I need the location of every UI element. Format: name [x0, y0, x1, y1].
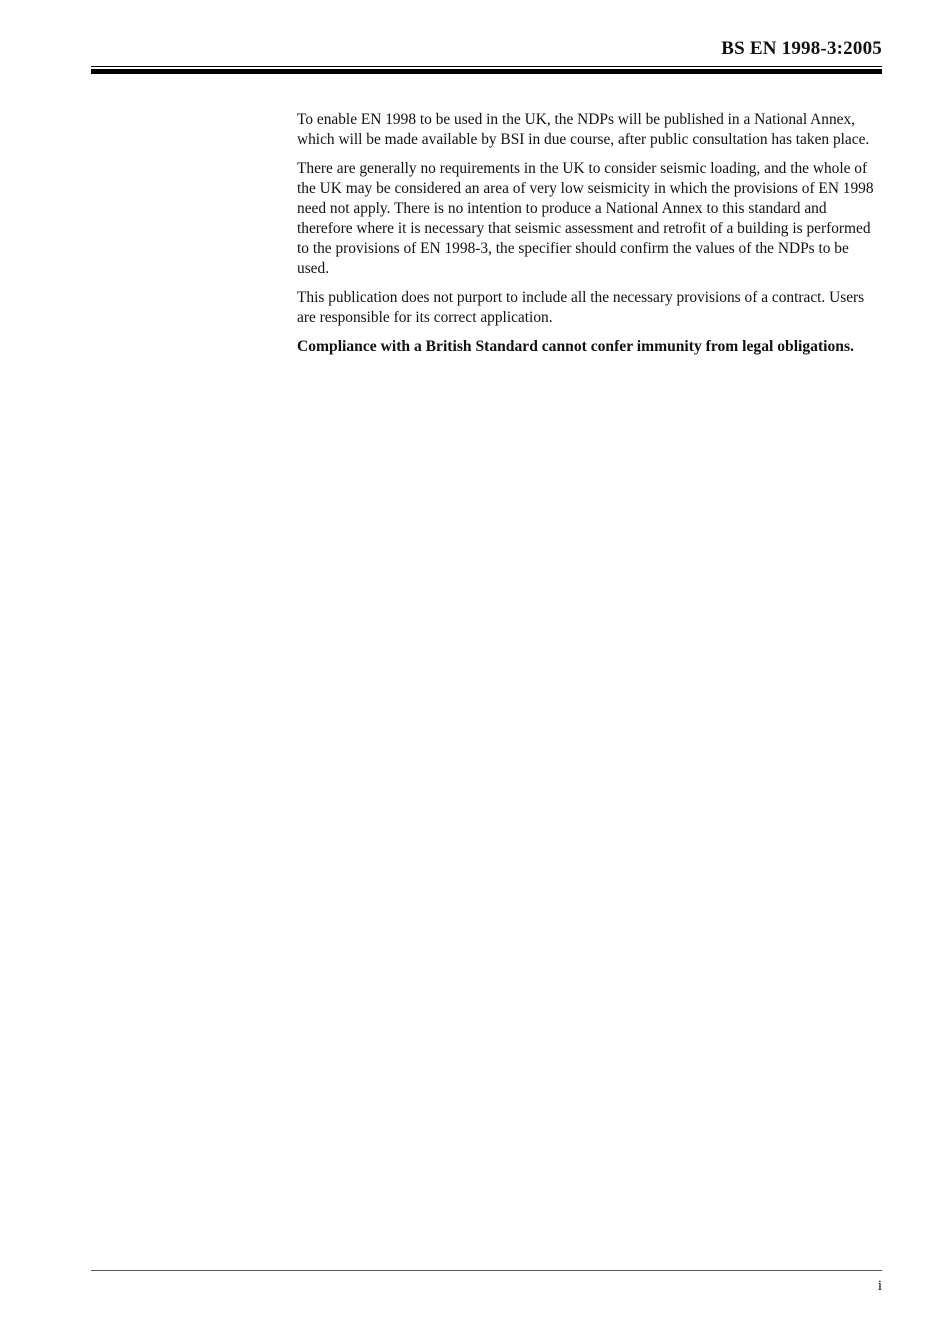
header-rule-thin	[91, 66, 882, 67]
footer-rule	[91, 1270, 882, 1271]
main-content	[297, 110, 883, 366]
paragraph-contract-provisions: This publication does not purport to include all the necessary provisions of a contract. Users are responsible for its correct application.	[297, 289, 865, 326]
paragraph-national-annex: To enable EN 1998 to be used in the UK, the NDPs will be published in a National Annex, which will be made available by BSI in due course, after public consultation has taken place.	[297, 111, 870, 148]
header-rule-thick	[91, 69, 882, 74]
page-number: i	[877, 1278, 882, 1294]
document-code-header: BS EN 1998-3:2005	[721, 38, 882, 59]
paragraph-seismic-requirements: There are generally no requirements in the UK to consider seismic loading, and the whole of the UK may be considered an area of very low seismicity in which the provisions of EN 1998 need not apply. There is no intention to produce a National Annex to this standard and therefore where it is necessary that seismic assessment and retrofit of a building is performed to the provisions of EN 1998-3, the specifier should confirm the values of the NDPs to be used.	[297, 160, 874, 277]
compliance-notice: Compliance with a British Standard cannot confer immunity from legal obligations.	[297, 338, 854, 355]
